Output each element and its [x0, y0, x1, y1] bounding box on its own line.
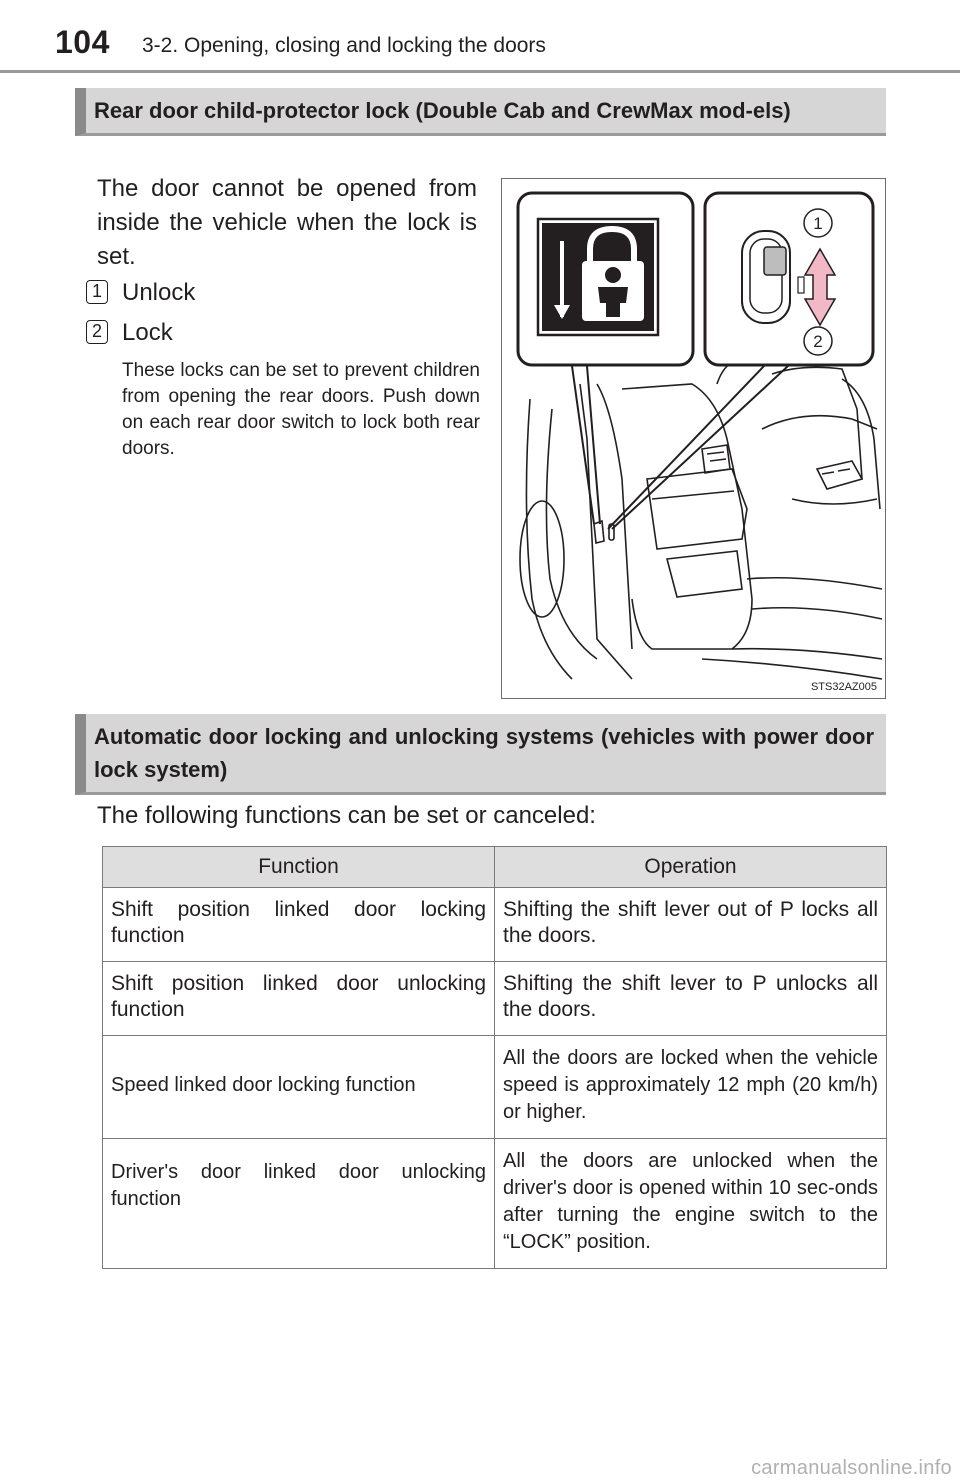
door-switch-inset	[705, 193, 873, 365]
operation-cell: All the doors are unlocked when the driver's door is opened within 10 sec-onds after turning the engine switch to the “LOCK” position.	[495, 1139, 887, 1269]
item-2-badge: 2	[86, 320, 108, 344]
header-divider	[0, 70, 960, 73]
operation-cell: All the doors are locked when the vehicle speed is approximately 12 mph (20 km/h) or higher.	[495, 1036, 887, 1139]
door-illustration	[502, 179, 885, 698]
watermark: carmanualsonline.info	[751, 1457, 952, 1479]
callout-1-label: 1	[813, 214, 823, 233]
function-cell: Shift position linked door unlocking function	[103, 962, 495, 1036]
child-lock-intro: The door cannot be opened from inside the vehicle when the lock is set.	[97, 175, 477, 270]
child-lock-label-inset	[518, 193, 693, 365]
function-cell: Shift position linked door locking function	[103, 888, 495, 962]
figure-code: STS32AZ005	[810, 681, 877, 693]
header-function: Function	[103, 847, 495, 888]
functions-table	[102, 846, 887, 1269]
header-operation: Operation	[495, 847, 887, 888]
function-cell: Driver's door linked door unlocking function	[103, 1139, 495, 1269]
table-row	[103, 1139, 887, 1269]
table-header-row	[103, 847, 887, 888]
auto-lock-intro: The following functions can be set or canceled:	[97, 802, 596, 829]
operation-cell: Shifting the shift lever out of P locks all the doors.	[495, 888, 887, 962]
child-lock-heading: Rear door child-protector lock (Double Cab and CrewMax mod-els)	[75, 88, 886, 136]
item-1-badge: 1	[86, 280, 108, 304]
function-cell: Speed linked door locking function	[103, 1036, 495, 1139]
item-2-label: Lock	[122, 319, 173, 346]
table-row	[103, 1036, 887, 1139]
child-lock-figure	[501, 178, 886, 699]
item-1-label: Unlock	[122, 279, 196, 306]
page-number: 104	[55, 24, 110, 60]
table-row	[103, 888, 887, 962]
child-lock-note: These locks can be set to prevent children from opening the rear doors. Push down on each rear door switch to lock both rear doors.	[122, 360, 480, 459]
callout-2-label: 2	[813, 332, 823, 351]
table-row	[103, 962, 887, 1036]
section-header: 3-2. Opening, closing and locking the doors	[142, 34, 546, 57]
operation-cell: Shifting the shift lever to P unlocks all the doors.	[495, 962, 887, 1036]
auto-lock-heading: Automatic door locking and unlocking systems (vehicles with power door lock system)	[75, 714, 886, 795]
